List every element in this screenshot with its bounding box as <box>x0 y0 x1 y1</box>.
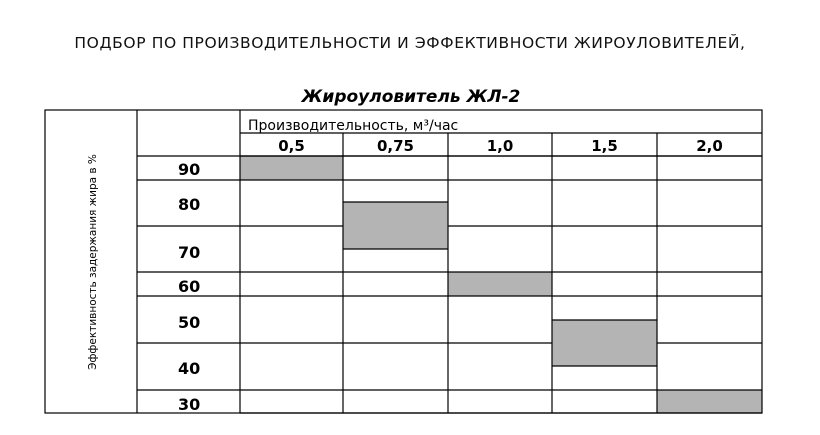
filled-cell-2-0 <box>657 390 762 413</box>
table-title: Жироуловитель ЖЛ-2 <box>301 87 521 107</box>
column-header: 0,5 <box>278 137 305 155</box>
row-label: 80 <box>178 195 201 214</box>
row-label: 50 <box>178 313 201 332</box>
column-header: 0,75 <box>376 137 415 155</box>
column-header: 1,5 <box>591 137 618 155</box>
column-header: 2,0 <box>696 137 723 155</box>
row-label: 60 <box>178 277 201 296</box>
column-header: 1,0 <box>486 137 514 155</box>
productivity-header: Производительность, м³/час <box>248 118 459 134</box>
row-label: 90 <box>178 160 201 179</box>
row-label: 30 <box>178 395 201 414</box>
page-heading: ПОДБОР ПО ПРОИЗВОДИТЕЛЬНОСТИ И ЭФФЕКТИВНОСТИ ЖИРОУЛОВИТЕЛЕЙ, <box>74 34 746 52</box>
filled-cell-1-5 <box>552 320 657 366</box>
side-label: Эффективность задержания жира в % <box>87 154 99 370</box>
row-label: 70 <box>178 243 201 262</box>
filled-cell-0-5 <box>240 156 343 180</box>
filled-cell-1-0 <box>448 272 552 296</box>
row-label: 40 <box>178 359 201 378</box>
filled-cell-0-75 <box>343 202 448 249</box>
